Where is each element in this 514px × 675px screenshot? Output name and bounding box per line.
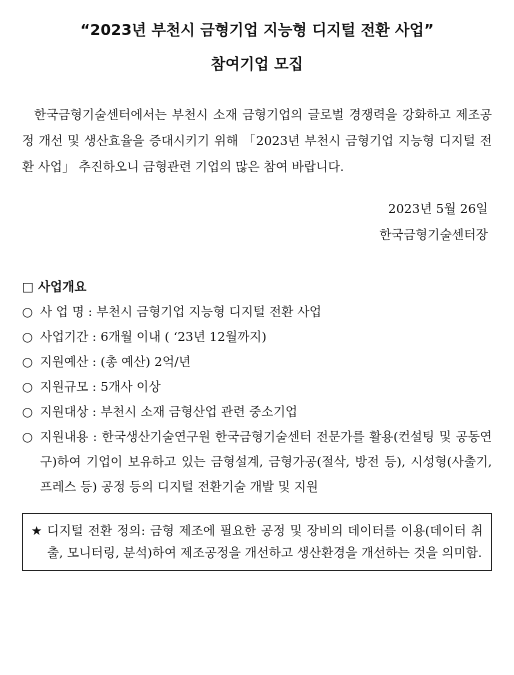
definition-note-box xyxy=(22,513,492,571)
intro-paragraph: 한국금형기술센터에서는 부천시 소재 금형기업의 글로벌 경쟁력을 강화하고 제조공정 개선 및 생산효율을 증대시키기 위해 「2023년 부천시 금형기업 지능형 디지털 전환 사업」 추진하오니 금형관련 기업의 많은 참여 바랍니다. xyxy=(22,107,492,174)
overview-section xyxy=(22,274,492,499)
issuer-name: 한국금형기술센터장 xyxy=(379,227,488,242)
item-project-period: 사업기간 : 6개월 이내 ( ‘23년 12월까지) xyxy=(40,329,267,344)
circle-bullet-icon: ○ xyxy=(22,404,33,419)
item-budget: 지원예산 : (총 예산) 2억/년 xyxy=(40,354,191,369)
list-item xyxy=(22,374,492,399)
item-target: 지원대상 : 부천시 소재 금형산업 관련 중소기업 xyxy=(40,404,298,419)
list-item xyxy=(22,399,492,424)
list-item xyxy=(22,349,492,374)
issue-date: 2023년 5월 26일 xyxy=(388,201,488,216)
signature-block xyxy=(22,196,492,248)
circle-bullet-icon: ○ xyxy=(22,429,33,444)
definition-text: 디지털 전환 정의: 금형 제조에 필요한 공정 및 장비의 데이터를 이용(데이터 취출, 모니터링, 분석)하여 제조공정을 개선하고 생산환경을 개선하는 것을 의미함. xyxy=(47,523,483,560)
circle-bullet-icon: ○ xyxy=(22,329,33,344)
circle-bullet-icon: ○ xyxy=(22,379,33,394)
circle-bullet-icon: ○ xyxy=(22,354,33,369)
title-line-2: 참여기업 모집 xyxy=(210,55,304,73)
list-item xyxy=(22,424,492,499)
title-line-1: “2023년 부천시 금형기업 지능형 디지털 전환 사업” xyxy=(80,21,434,39)
document-title xyxy=(22,20,492,74)
circle-bullet-icon: ○ xyxy=(22,304,33,319)
star-icon: ★ xyxy=(31,523,43,538)
item-scale: 지원규모 : 5개사 이상 xyxy=(40,379,161,394)
overview-heading: □ 사업개요 xyxy=(22,279,87,294)
item-project-name: 사 업 명 : 부천시 금형기업 지능형 디지털 전환 사업 xyxy=(40,304,322,319)
item-support-content: 지원내용 : 한국생산기술연구원 한국금형기술센터 전문가를 활용(컨설팅 및 공동연구)하여 기업이 보유하고 있는 금형설계, 금형가공(절삭, 방전 등), 시성형(사출기, 프레스 등) 공정 등의 디지털 전환기술 개발 및 지원 xyxy=(40,429,492,494)
list-item xyxy=(22,324,492,349)
list-item xyxy=(22,299,492,324)
